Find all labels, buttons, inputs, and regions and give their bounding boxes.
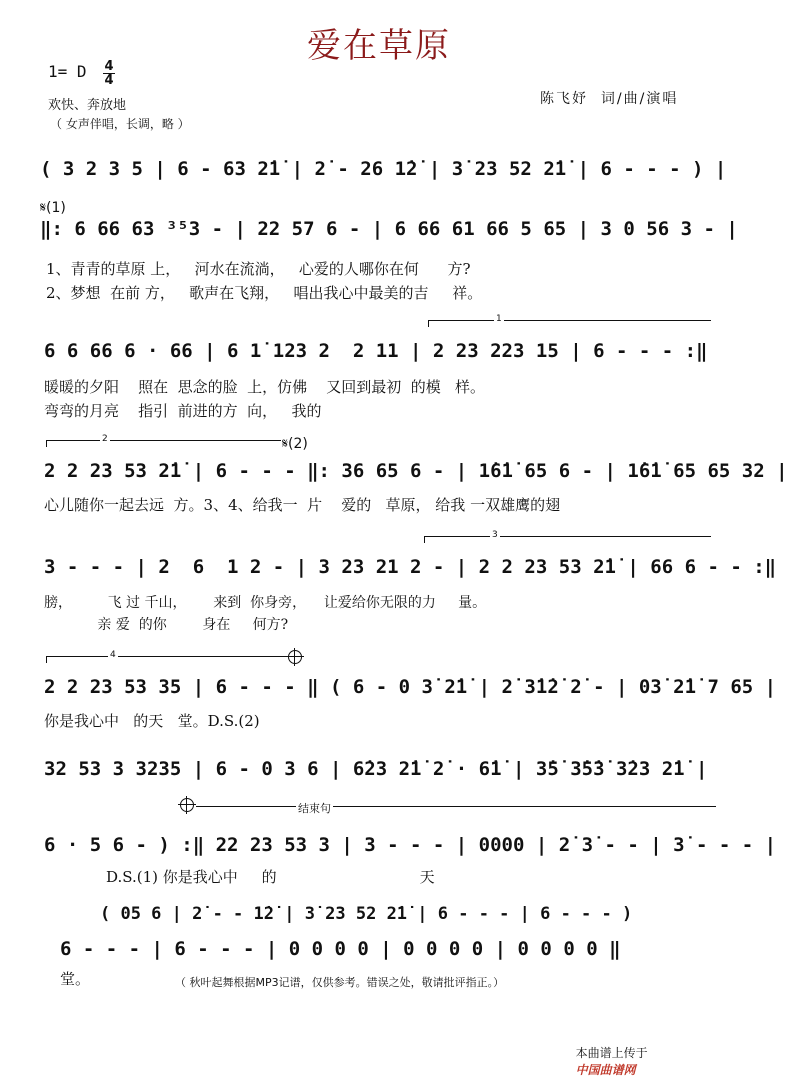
end-phrase-label: 结束句 — [298, 802, 331, 815]
time-signature — [102, 60, 116, 87]
time-sig-bottom: 4 — [104, 73, 114, 88]
score-row-8: 6 · 5 6 - ) :‖ 22 23 53 3 | 3 - - - | 0000 | 2̇ 3̇ - - | 3̇ - - - | — [44, 834, 777, 856]
score-row-9: ( 05 6 | 2̇ - - 1̇2̇ | 3̇ 23 52 2̇1̇ | 6 - - - | 6 - - - ) — [100, 904, 633, 924]
volta-1-label: 1 — [496, 314, 502, 324]
volta-3 — [424, 536, 711, 543]
lyric-row-2a: 1、青青的草原 上， 河水在流淌， 心爱的人哪你在何 方? — [46, 260, 471, 278]
footer — [568, 1030, 648, 1078]
score-row-3: 6 6 66 6 · 66 | 6 1̇ 123 2 2 11 | 2 23 223 15 | 6 - - - :‖ — [44, 340, 708, 362]
lyric-row-3a: 暖暖的夕阳 照在 思念的脸 上，仿佛 又回到最初 的模 样。 — [44, 378, 486, 396]
lyric-row-5a: 膀， 飞 过 千山， 来到 你身旁， 让爱给你无限的力 量。 — [44, 595, 487, 611]
site-brand[interactable]: 中国曲谱网 — [575, 1063, 636, 1077]
segno-2: 𝄋(2) — [282, 436, 308, 452]
volta-4-label: 4 — [110, 650, 116, 660]
volta-1 — [428, 320, 711, 327]
transcription-note: （ 秋叶起舞根据MP3记谱，仅供参考。错误之处，敬请批评指正。） — [175, 976, 505, 989]
score-row-1: ( 3 2 3 5 | 6 - 63 2̇1̇ | 2̇ - 26 1̇2̇ | 3̇ 23 52 2̇1̇ | 6 - - - ) | — [40, 158, 727, 180]
score-row-6: 2 2 23 53 35 | 6 - - - ‖ ( 6 - 0 3̇ 2̇1̇ | 2̇ 3̇1̇2̇ 2̇ - | 03̇ 2̇1̇ 7 65 | — [44, 676, 777, 698]
footer-prefix: 本曲谱上传于 — [575, 1046, 648, 1060]
score-row-5: 3 - - - | 2 6 1 2 - | 3 23 21 2 - | 2 2 23 53 2̇1̇ | 66 6 - - :‖ — [44, 556, 777, 578]
credit: 陈飞妤 词/曲/演唱 — [540, 91, 679, 107]
volta-2 — [46, 440, 281, 447]
time-sig-top: 4 — [104, 59, 114, 74]
lyric-row-2b: 2、梦想 在前 方， 歌声在飞翔， 唱出我心中最美的吉 祥。 — [46, 284, 483, 302]
lyric-row-6: 你是我心中 的天 堂。D.S.(2) — [44, 712, 260, 730]
lyric-row-8: D.S.(1) 你是我心中 的 天 — [44, 868, 435, 886]
coda-icon — [288, 650, 302, 664]
accompaniment-note: （ 女声伴唱，长调，略 ） — [50, 117, 190, 131]
segno-1: 𝄋(1) — [40, 200, 66, 216]
volta-3-label: 3 — [492, 530, 498, 540]
score-row-4: 2 2 23 53 2̇1̇ | 6 - - - ‖: 36 65 6 - | 1̇6̇1̇ 65 6 - | 1̇6̇1̇ 65 65 32 | — [44, 460, 788, 482]
lyric-row-5b: 亲 爱 的你 身在 何方? — [44, 617, 289, 633]
score-row-7: 32 53 3 3235 | 6 - 0 3 6 | 6̇23 2̇1̇ 2̇ · 6̇1̇ | 3̇5̇ 3̇5̇3̇ 3̇23 2̇1̇ | — [44, 758, 708, 780]
volta-2-label: 2 — [102, 434, 108, 444]
coda-icon-2 — [180, 798, 194, 812]
lyric-row-10: 堂。 — [60, 970, 91, 988]
volta-4 — [46, 656, 287, 663]
score-row-2: ‖: 6 66 63 ³⁵3 - | 22 57 6 - | 6 66 61 66 5 65 | 3 0 56 3 - | — [40, 218, 738, 240]
score-row-10: 6 - - - | 6 - - - | 0 0 0 0 | 0 0 0 0 | 0 0 0 0 ‖ — [60, 938, 621, 960]
key-signature: 1= D — [48, 62, 87, 81]
lyric-row-3b: 弯弯的月亮 指引 前进的方 向， 我的 — [44, 402, 322, 420]
lyric-row-4: 心儿随你一起去远 方。3、4、给我一 片 爱的 草原， 给我 一双雄鹰的翅 — [44, 496, 561, 514]
song-title: 爱在草原 — [307, 26, 451, 66]
end-phrase-line — [196, 806, 716, 807]
tempo-marking: 欢快、奔放地 — [48, 98, 127, 113]
